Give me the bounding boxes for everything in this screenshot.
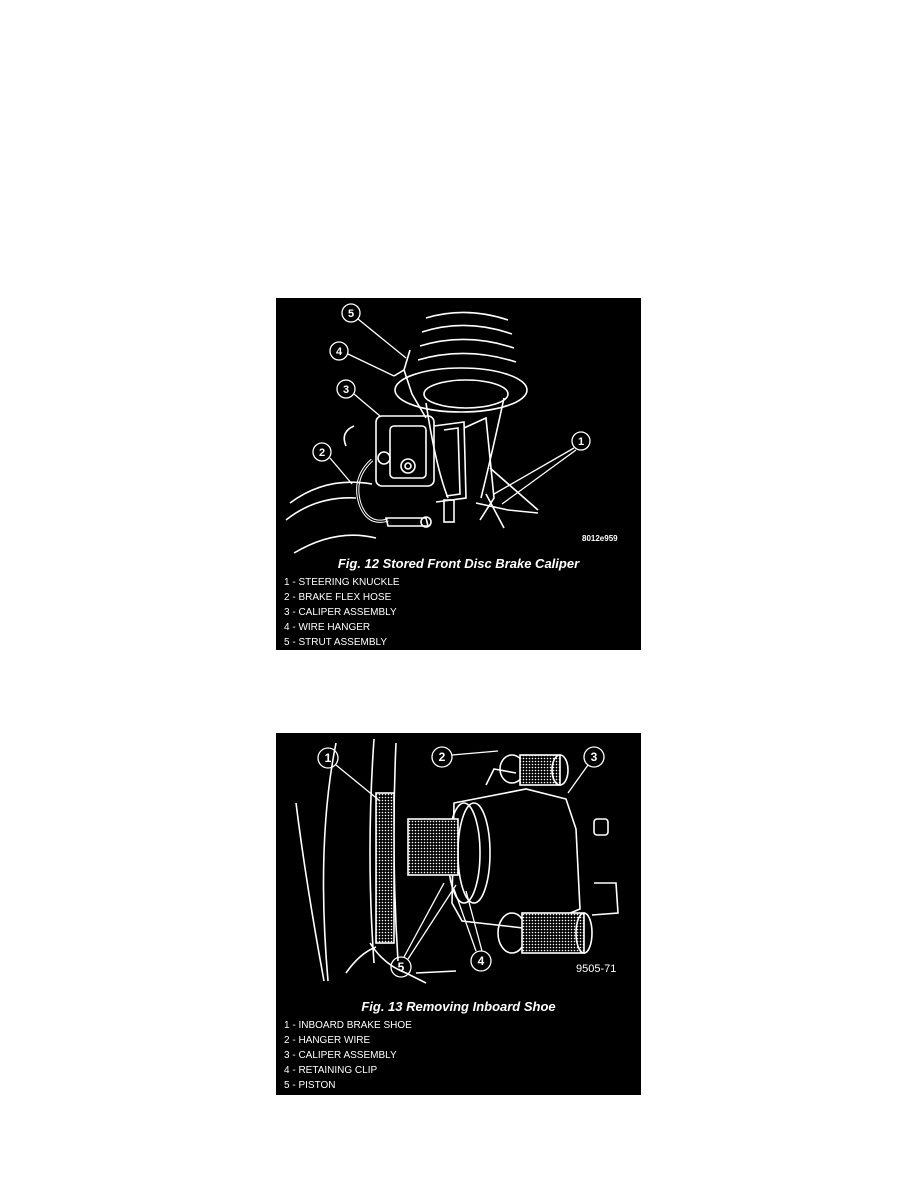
drawing-code: 8012e959 [582,534,618,543]
legend-item: 2 - BRAKE FLEX HOSE [284,592,392,603]
figure-12 [276,298,641,650]
figure-legend [284,1018,412,1093]
legend-item: 5 - STRUT ASSEMBLY [284,637,387,648]
drawing-code: 9505-71 [576,963,617,975]
callout-3: 3 [342,384,350,396]
callout-2: 2 [318,447,326,459]
legend-item: 5 - PISTON [284,1080,336,1091]
stored-caliper-illustration [276,298,641,558]
callout-5: 5 [347,308,355,320]
callout-1: 1 [324,751,332,765]
callout-1: 1 [577,436,585,448]
callout-3: 3 [590,750,598,764]
figure-caption: Fig. 13 Removing Inboard Shoe [361,999,556,1014]
inboard-shoe-illustration [276,733,641,995]
legend-item: 1 - STEERING KNUCKLE [284,577,400,588]
figure-caption: Fig. 12 Stored Front Disc Brake Caliper [337,556,580,571]
callout-4: 4 [335,346,343,358]
legend-item: 1 - INBOARD BRAKE SHOE [284,1020,412,1031]
legend-item: 2 - HANGER WIRE [284,1035,371,1046]
figure-13 [276,733,641,1095]
figure-legend [284,575,400,650]
callout-2: 2 [438,750,446,764]
legend-item: 4 - WIRE HANGER [284,622,371,633]
legend-item: 3 - CALIPER ASSEMBLY [284,1050,397,1061]
legend-item: 3 - CALIPER ASSEMBLY [284,607,397,618]
callout-4: 4 [477,954,485,968]
legend-item: 4 - RETAINING CLIP [284,1065,378,1076]
callout-5: 5 [397,960,405,974]
